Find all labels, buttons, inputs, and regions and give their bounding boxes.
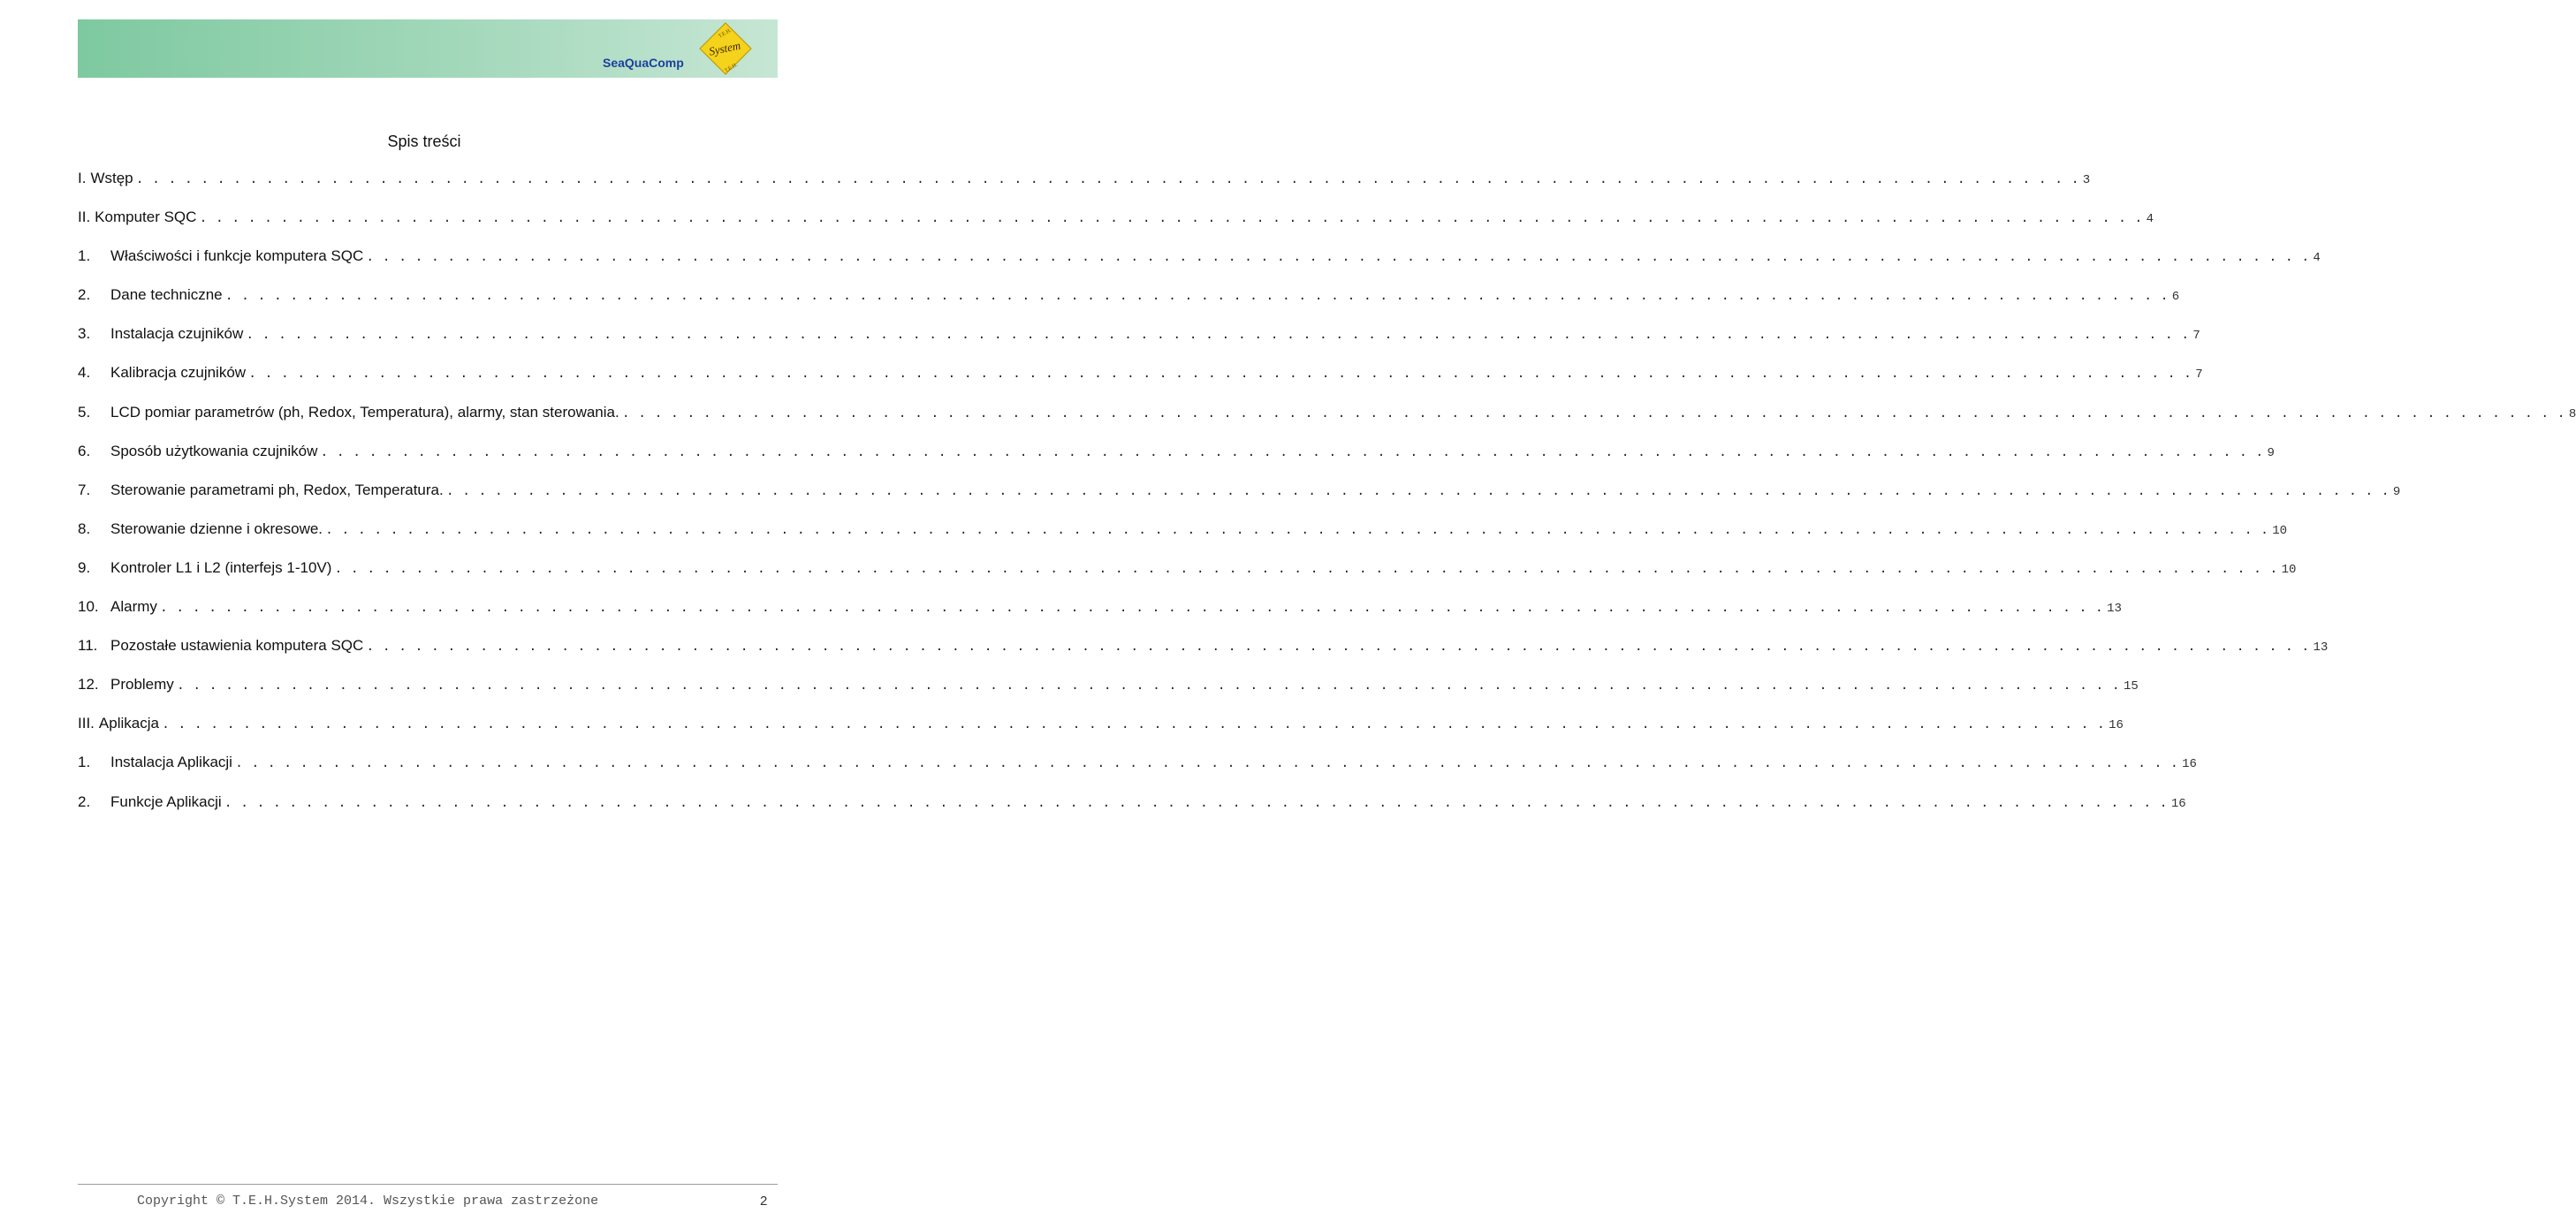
toc-dot-leader: . . . . . . . . . . . . . . . . . . . . . . . . . . . . . . . . . . . . . . . . . . . . . . . . . . . . . . . . . . . . . . . . . . . . . . . . . . . . . . . . . . . . . . . . . . . . . . . . . . . . . . . . . . . . . . . . . . . . . . . . bbox=[224, 795, 2168, 811]
toc-dot-leader: . . . . . . . . . . . . . . . . . . . . . . . . . . . . . . . . . . . . . . . . . . . . . . . . . . . . . . . . . . . . . . . . . . . . . . . . . . . . . . . . . . . . . . . . . . . . . . . . . . . . . . . . . . . . . . . . . . . . . . . . bbox=[246, 328, 2190, 344]
toc-entry[interactable] bbox=[78, 715, 2124, 754]
toc-entry-page: 4 bbox=[2313, 251, 2321, 266]
toc-entry-text: Instalacja czujników bbox=[110, 325, 244, 343]
footer-page-number: 2 bbox=[760, 1194, 768, 1209]
toc-entry[interactable] bbox=[78, 286, 2180, 325]
toc-dot-leader: . . . . . . . . . . . . . . . . . . . . . . . . . . . . . . . . . . . . . . . . . . . . . . . . . . . . . . . . . . . . . . . . . . . . . . . . . . . . . . . . . . . . . . . . . . . . . . . . . . . . . . . . . . . . . . . . . . . . . . . . bbox=[234, 756, 2179, 772]
toc-entry-number: 5. bbox=[78, 403, 91, 421]
toc-entry-page: 6 bbox=[2171, 290, 2180, 305]
toc-entry-page: 10 bbox=[2272, 523, 2287, 538]
toc-entry-number: 3. bbox=[78, 325, 91, 343]
toc-dot-leader: . . . . . . . . . . . . . . . . . . . . . . . . . . . . . . . . . . . . . . . . . . . . . . . . . . . . . . . . . . . . . . . . . . . . . . . . . . . . . . . . . . . . . . . . . . . . . . . . . . . . . . . . . . . . . . . . . . . . . . . . bbox=[224, 289, 2169, 305]
toc-entry-number: 1. bbox=[78, 247, 91, 265]
toc-entry-page: 9 bbox=[2392, 484, 2401, 499]
toc-entry-number: II. bbox=[78, 208, 91, 226]
logo-text-top: T.E.H. bbox=[718, 27, 733, 40]
toc-entry[interactable] bbox=[78, 170, 2091, 208]
toc-entry-label bbox=[78, 481, 446, 499]
toc-entry[interactable] bbox=[78, 754, 2197, 792]
toc-entry-label bbox=[78, 559, 334, 577]
toc-entry-number: I. bbox=[78, 170, 87, 186]
logo-text-bottom: T.E.H. bbox=[724, 62, 739, 74]
toc-dot-leader: . . . . . . . . . . . . . . . . . . . . . . . . . . . . . . . . . . . . . . . . . . . . . . . . . . . . . . . . . . . . . . . . . . . . . . . . . . . . . . . . . . . . . . . . . . . . . . . . . . . . . . . . . . . . . . . . . . . . . . . . bbox=[135, 172, 2079, 187]
toc-entry[interactable] bbox=[78, 637, 2329, 676]
toc-dot-leader: . . . . . . . . . . . . . . . . . . . . . . . . . . . . . . . . . . . . . . . . . . . . . . . . . . . . . . . . . . . . . . . . . . . . . . . . . . . . . . . . . . . . . . . . . . . . . . . . . . . . . . . . . . . . . . . . . . . . . . . . bbox=[320, 444, 2264, 460]
toc-entry-text: Funkcje Aplikacji bbox=[110, 792, 222, 810]
toc-entry-text: Dane techniczne bbox=[110, 286, 223, 304]
toc-entry-label bbox=[78, 520, 325, 538]
toc-entry-text: Kalibracja czujników bbox=[110, 364, 247, 382]
toc-entry-page: 3 bbox=[2082, 173, 2091, 187]
toc-entry-number: 11. bbox=[78, 637, 98, 655]
toc-entry-page: 16 bbox=[2182, 757, 2197, 772]
toc-entry[interactable] bbox=[78, 792, 2186, 832]
toc-entry[interactable] bbox=[78, 519, 2287, 559]
toc-dot-leader: . . . . . . . . . . . . . . . . . . . . . . . . . . . . . . . . . . . . . . . . . . . . . . . . . . . . . . . . . . . . . . . . . . . . . . . . . . . . . . . . . . . . . . . . . . . . . . . . . . . . . . . . . . . . . . . . . . . . . . . . bbox=[366, 640, 2310, 656]
toc-entry-label bbox=[78, 247, 366, 265]
toc-entry[interactable] bbox=[78, 325, 2200, 364]
toc-entry-label bbox=[78, 598, 160, 616]
toc-entry-label bbox=[78, 715, 162, 732]
toc-dot-leader: . . . . . . . . . . . . . . . . . . . . . . . . . . . . . . . . . . . . . . . . . . . . . . . . . . . . . . . . . . . . . . . . . . . . . . . . . . . . . . . . . . . . . . . . . . . . . . . . . . . . . . . . . . . . . . . . . . . . . . . . bbox=[159, 601, 2104, 617]
toc-entry-number: 9. bbox=[78, 558, 91, 576]
toc-entry-number: III. bbox=[78, 715, 95, 732]
toc-entry-page: 7 bbox=[2192, 329, 2200, 344]
toc-entry-number: 2. bbox=[78, 792, 91, 810]
toc-entry-number: 10. bbox=[78, 598, 99, 616]
document-header-band bbox=[78, 19, 778, 78]
toc-entry-page: 13 bbox=[2107, 602, 2122, 617]
toc-entry[interactable] bbox=[78, 481, 2401, 520]
toc-dot-leader: . . . . . . . . . . . . . . . . . . . . . . . . . . . . . . . . . . . . . . . . . . . . . . . . . . . . . . . . . . . . . . . . . . . . . . . . . . . . . . . . . . . . . . . . . . . . . . . . . . . . . . . . . . . . . . . . . . . . . . . . bbox=[248, 367, 2192, 383]
toc-entry-number: 8. bbox=[78, 519, 91, 537]
toc-dot-leader: . . . . . . . . . . . . . . . . . . . . . . . . . . . . . . . . . . . . . . . . . . . . . . . . . . . . . . . . . . . . . . . . . . . . . . . . . . . . . . . . . . . . . . . . . . . . . . . . . . . . . . . . . . . . . . . . . . . . . . . . bbox=[334, 561, 2278, 577]
toc-entry-text: Instalacja Aplikacji bbox=[110, 754, 232, 771]
brand-name: SeaQuaComp bbox=[603, 56, 684, 70]
logo-text-main: System bbox=[707, 38, 742, 58]
toc-entry-text: Pozostałe ustawienia komputera SQC bbox=[110, 637, 364, 655]
toc-entry-page: 8 bbox=[2568, 406, 2576, 421]
toc-entry-label bbox=[78, 676, 177, 694]
toc-dot-leader: . . . . . . . . . . . . . . . . . . . . . . . . . . . . . . . . . . . . . . . . . . . . . . . . . . . . . . . . . . . . . . . . . . . . . . . . . . . . . . . . . . . . . . . . . . . . . . . . . . . . . . . . . . . . . . . . . . . . . . . . bbox=[199, 211, 2143, 227]
toc-entry-text: Komputer SQC bbox=[95, 208, 197, 226]
toc-dot-leader: . . . . . . . . . . . . . . . . . . . . . . . . . . . . . . . . . . . . . . . . . . . . . . . . . . . . . . . . . . . . . . . . . . . . . . . . . . . . . . . . . . . . . . . . . . . . . . . . . . . . . . . . . . . . . . . . . . . . . . . . bbox=[161, 717, 2106, 733]
toc-entry-label bbox=[78, 364, 248, 382]
toc-entry-page: 16 bbox=[2109, 718, 2124, 733]
toc-entry-page: 4 bbox=[2146, 212, 2154, 227]
toc-entry-page: 13 bbox=[2313, 641, 2329, 656]
toc-entry-text: Kontroler L1 i L2 (interfejs 1-10V) bbox=[110, 558, 332, 576]
toc-entry-text: Aplikacja bbox=[98, 715, 159, 732]
toc-dot-leader: . . . . . . . . . . . . . . . . . . . . . . . . . . . . . . . . . . . . . . . . . . . . . . . . . . . . . . . . . . . . . . . . . . . . . . . . . . . . . . . . . . . . . . . . . . . . . . . . . . . . . . . . . . . . . . . . . . . . . . . . bbox=[325, 522, 2269, 538]
toc-entry-label bbox=[78, 404, 622, 421]
toc-entry[interactable] bbox=[78, 247, 2321, 286]
toc-dot-leader: . . . . . . . . . . . . . . . . . . . . . . . . . . . . . . . . . . . . . . . . . . . . . . . . . . . . . . . . . . . . . . . . . . . . . . . . . . . . . . . . . . . . . . . . . . . . . . . . . . . . . . . . . . . . . . . . . . . . . . . . bbox=[366, 250, 2310, 266]
toc-dot-leader: . . . . . . . . . . . . . . . . . . . . . . . . . . . . . . . . . . . . . . . . . . . . . . . . . . . . . . . . . . . . . . . . . . . . . . . . . . . . . . . . . . . . . . . . . . . . . . . . . . . . . . . . . . . . . . . . . . . . . . . . bbox=[445, 483, 2390, 499]
toc-entry-label bbox=[78, 170, 136, 187]
toc-entry-number: 6. bbox=[78, 442, 91, 459]
footer-divider bbox=[78, 1184, 778, 1185]
toc-entry[interactable] bbox=[78, 598, 2122, 637]
toc-entry[interactable] bbox=[78, 208, 2154, 247]
toc-entry-text: Problemy bbox=[110, 676, 174, 694]
toc-entry-text: LCD pomiar parametrów (ph, Redox, Temperatura), alarmy, stan sterowania. bbox=[110, 403, 619, 421]
toc-entry-number: 4. bbox=[78, 364, 91, 382]
toc-entry-label bbox=[78, 637, 366, 655]
footer-copyright: Copyright © T.E.H.System 2014. Wszystkie prawa zastrzeżone bbox=[137, 1194, 599, 1209]
toc-entry-text: Sterowanie parametrami ph, Redox, Temperatura. bbox=[110, 481, 444, 498]
toc-entry-number: 1. bbox=[78, 754, 91, 771]
toc-entry-label bbox=[78, 443, 320, 460]
toc-entry-label bbox=[78, 325, 246, 343]
toc-entry[interactable] bbox=[78, 558, 2297, 598]
toc-entry-label bbox=[78, 208, 199, 226]
teh-system-logo bbox=[696, 19, 755, 78]
toc-entry-page: 15 bbox=[2123, 679, 2139, 694]
toc-entry-label bbox=[78, 754, 235, 771]
toc-entry-text: Wstęp bbox=[90, 170, 133, 186]
toc-entry-page: 10 bbox=[2281, 562, 2297, 577]
toc-title: Spis treści bbox=[387, 133, 461, 150]
toc-entry-text: Alarmy bbox=[110, 598, 157, 616]
toc-entry-number: 2. bbox=[78, 286, 91, 304]
toc-dot-leader: . . . . . . . . . . . . . . . . . . . . . . . . . . . . . . . . . . . . . . . . . . . . . . . . . . . . . . . . . . . . . . . . . . . . . . . . . . . . . . . . . . . . . . . . . . . . . . . . . . . . . . . . . . . . . . . . . . . . . . . . bbox=[621, 406, 2565, 421]
toc-entry[interactable] bbox=[78, 676, 2139, 715]
toc-entry-label bbox=[78, 286, 225, 304]
toc-entry[interactable] bbox=[78, 403, 2576, 443]
toc-entry-page: 16 bbox=[2170, 796, 2186, 811]
toc-dot-leader: . . . . . . . . . . . . . . . . . . . . . . . . . . . . . . . . . . . . . . . . . . . . . . . . . . . . . . . . . . . . . . . . . . . . . . . . . . . . . . . . . . . . . . . . . . . . . . . . . . . . . . . . . . . . . . . . . . . . . . . . bbox=[176, 678, 2120, 694]
toc-entry[interactable] bbox=[78, 442, 2275, 481]
toc-entry-page: 7 bbox=[2195, 368, 2203, 383]
toc-entry-text: Sterowanie dzienne i okresowe. bbox=[110, 519, 323, 537]
toc-entry[interactable] bbox=[78, 364, 2203, 403]
toc-entry-label bbox=[78, 793, 224, 811]
table-of-contents bbox=[78, 170, 2576, 832]
toc-entry-number: 7. bbox=[78, 481, 91, 498]
toc-entry-number: 12. bbox=[78, 676, 99, 694]
toc-entry-text: Właściwości i funkcje komputera SQC bbox=[110, 247, 364, 265]
toc-entry-text: Sposób użytkowania czujników bbox=[110, 442, 318, 459]
toc-entry-page: 9 bbox=[2267, 445, 2275, 460]
